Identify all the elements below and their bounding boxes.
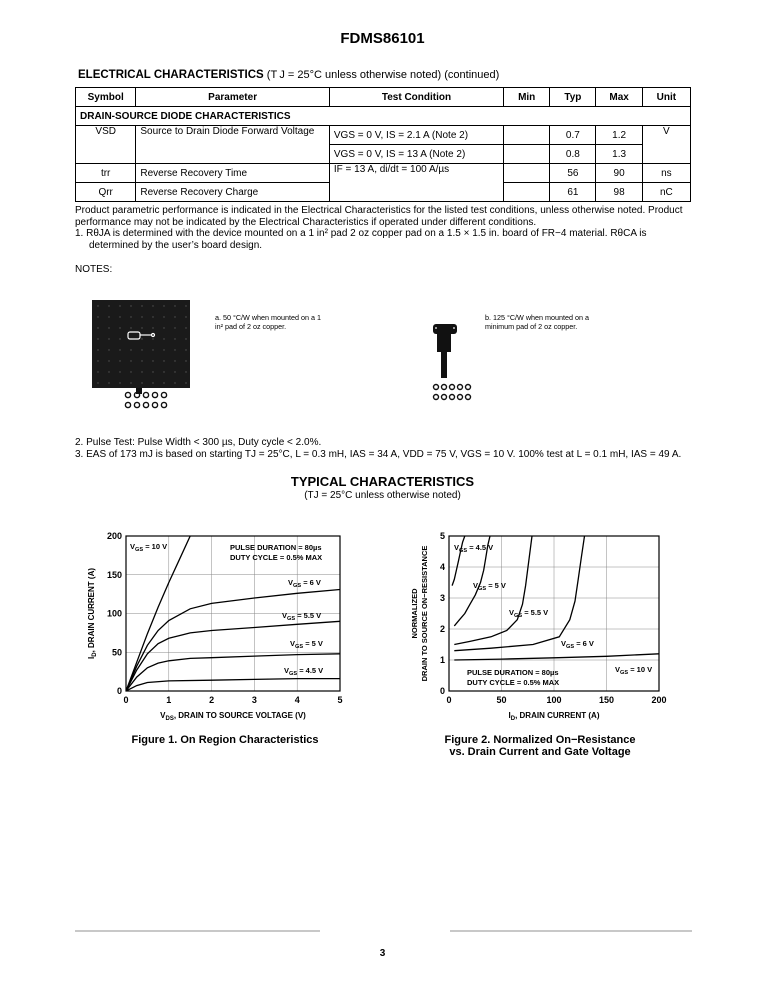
x-tick-label: 0 [446,695,452,705]
y-axis-label: $I_D$, DRAIN CURRENT (A) [87,567,98,660]
y-axis-label: DRAIN TO SOURCE ON−RESISTANCE [420,545,429,682]
grid-dot [185,327,186,328]
pad-trace [441,352,447,378]
cell-typ: 0.8 [550,145,596,164]
col-header: Test Condition [329,88,503,107]
via-hole [466,385,471,390]
via-holes [434,385,471,400]
grid-dot [97,305,98,306]
grid-dot [163,382,164,383]
grid-dot [141,360,142,361]
y-tick-label: 0 [116,686,122,696]
via-hole [434,395,439,400]
via-hole [434,385,439,390]
grid-dot [130,360,131,361]
grid-dot [119,382,120,383]
series-line [454,654,659,660]
grid-dot [119,316,120,317]
via-hole [450,395,455,400]
col-header: Symbol [76,88,136,107]
grid-dot [152,349,153,350]
via-hole [143,392,148,397]
via-hole [458,395,463,400]
grid-dot [163,327,164,328]
y-tick-label: 3 [439,593,445,603]
footer-rule-right [450,930,692,932]
cell-min [504,126,550,145]
grid-dot [141,382,142,383]
cell-min [504,164,550,183]
cell-unit: V [642,126,690,164]
chart-annotation: PULSE DURATION = 80µs [467,668,559,677]
grid-dot [119,305,120,306]
grid-dot [119,327,120,328]
grid-dot [185,316,186,317]
x-tick-label: 150 [598,695,615,705]
electrical-characteristics-title [78,69,499,81]
cell-symbol: Qrr [76,183,136,202]
col-header: Min [504,88,550,107]
via-hole [466,395,471,400]
via-hole [143,402,148,407]
chart-annotation: PULSE DURATION = 80µs [230,543,322,552]
cell-unit: ns [642,164,690,183]
series-label: $V_{GS} = 5.5$ V [509,608,549,619]
series-label: $V_{GS} = 6$ V [288,578,321,589]
grid-dot [130,382,131,383]
caption-b: b. 125 °C/W when mounted on a minimum pad of 2 oz copper. [485,313,589,331]
via-hole [161,392,166,397]
via-hole [450,385,455,390]
grid-dot [108,382,109,383]
grid-dot [163,371,164,372]
table-header-row [76,88,691,107]
grid-dot [185,382,186,383]
x-tick-label: 0 [123,695,129,705]
series-label: $V_{GS} = 10$ V [130,542,168,553]
x-tick-label: 2 [209,695,215,705]
grid-dot [141,349,142,350]
y-tick-label: 0 [439,686,445,696]
section-row [76,107,691,126]
cell-parameter: Source to Drain Diode Forward Voltage [136,126,330,164]
cell-condition: IF = 13 A, di/dt = 100 A/µs [329,164,503,202]
grid-dot [108,327,109,328]
grid-dot [141,371,142,372]
cell-unit: nC [642,183,690,202]
cell-condition: VGS = 0 V, IS = 13 A (Note 2) [329,145,503,164]
page-number: 3 [379,948,386,959]
series-line [126,679,340,691]
table-row [76,126,691,145]
series-label: $V_{GS} = 5$ V [473,581,506,592]
col-header: Typ [550,88,596,107]
grid-dot [152,316,153,317]
cell-parameter: Reverse Recovery Charge [136,183,330,202]
cell-min [504,183,550,202]
cell-max: 1.3 [596,145,642,164]
copper-pad [92,300,190,388]
cell-min [504,145,550,164]
y-tick-label: 100 [106,608,122,619]
cell-parameter: Reverse Recovery Time [136,164,330,183]
via-hole [442,395,447,400]
grid-dot [152,327,153,328]
grid-dot [185,305,186,306]
grid-dot [174,360,175,361]
via-hole [125,402,130,407]
grid-dot [152,382,153,383]
drain-pad [437,334,451,352]
cell-symbol: trr [76,164,136,183]
typical-title: TYPICAL CHARACTERISTICS [290,474,475,489]
y-tick-label: 50 [111,647,122,658]
figure-2-caption-line-1: Figure 2. Normalized On−Resistance [444,734,636,746]
part-number: FDMS86101 [340,30,425,47]
series-label: $V_{GS} = 6$ V [561,639,594,650]
grid-dot [174,371,175,372]
col-header: Parameter [136,88,330,107]
x-tick-label: 3 [251,695,257,705]
grid-dot [152,338,153,339]
grid-dot [130,327,131,328]
grid-dot [97,371,98,372]
x-tick-label: 100 [546,695,562,705]
via-hole [152,402,157,407]
grid-dot [119,371,120,372]
chart-on-region [80,528,360,728]
grid-dot [185,338,186,339]
note-1: 1. RθJA is determined with the device mounted on a 1 in² pad 2 oz copper pad on a 1.5 × 1.5 in. board of FR−4 material. RθCA is determined by the user’s board design. [75,228,647,251]
cell-typ: 61 [550,183,596,202]
figure-2-caption-line-2: vs. Drain Current and Gate Voltage [449,746,631,758]
grid-dot [163,338,164,339]
via-hole [458,385,463,390]
grid-dot [174,305,175,306]
footer-rule-left [75,930,320,932]
series-line [454,536,584,651]
x-axis-label: $I_D$, DRAIN CURRENT (A) [508,711,600,722]
cell-typ: 56 [550,164,596,183]
y-tick-label: 200 [106,531,122,541]
grid-dot [185,360,186,361]
via-hole [161,402,166,407]
grid-dot [141,305,142,306]
grid-dot [108,316,109,317]
x-tick-label: 4 [294,695,300,705]
grid-dot [141,327,142,328]
grid-dot [119,349,120,350]
cell-max: 90 [596,164,642,183]
chart-on-resistance [405,528,685,728]
grid-dot [152,371,153,372]
via-hole [125,392,130,397]
grid-dot [97,316,98,317]
grid-dot [97,360,98,361]
grid-dot [108,338,109,339]
col-header: Unit [642,88,690,107]
grid-dot [152,360,153,361]
note-2: 2. Pulse Test: Pulse Width < 300 µs, Duty cycle < 2.0%. [75,437,322,448]
series-label: $V_{GS} = 4.5$ V [284,666,324,677]
via-hole [134,402,139,407]
series-label: $V_{GS} = 10$ V [615,665,653,676]
y-tick-label: 150 [106,569,122,580]
cell-symbol: VSD [76,126,136,164]
electrical-characteristics-table [75,87,691,202]
col-header: Max [596,88,642,107]
table-row [76,164,691,183]
series-label: $V_{GS} = 5$ V [290,639,323,650]
notes-label: NOTES: [75,264,113,275]
x-tick-label: 1 [166,695,172,705]
grid-dot [119,360,120,361]
grid-dot [174,338,175,339]
caption-a: a. 50 °C/W when mounted on a 1 in² pad of 2 oz copper. [215,313,321,331]
grid-dot [152,305,153,306]
grid-dot [163,349,164,350]
grid-dot [174,349,175,350]
typical-subtitle: (TJ = 25°C unless otherwise noted) [304,490,461,501]
grid-dot [130,305,131,306]
grid-dot [97,327,98,328]
grid-dot [130,349,131,350]
x-tick-label: 5 [337,695,343,705]
ec-title-text: ELECTRICAL CHARACTERISTICS [78,69,264,81]
y-tick-label: 4 [439,562,445,572]
series-line [126,621,340,691]
cell-max: 98 [596,183,642,202]
via-hole [152,392,157,397]
grid-dot [174,327,175,328]
grid-dot [174,316,175,317]
x-axis-label: $V_{DS}$, DRAIN TO SOURCE VOLTAGE (V) [160,711,306,722]
grid-dot [108,305,109,306]
footnote-paragraph: Product parametric performance is indicated in the Electrical Characteristics for the listed test conditions, unless otherwise noted. Product performance may not be indicated by the Electrical Characteristics if operated under different conditions. [75,205,683,228]
y-tick-label: 2 [439,624,445,634]
grid-dot [97,382,98,383]
section-title: DRAIN-SOURCE DIODE CHARACTERISTICS [76,107,691,126]
chart-annotation: DUTY CYCLE = 0.5% MAX [467,678,560,687]
x-tick-label: 200 [651,695,667,705]
chart-annotation: DUTY CYCLE = 0.5% MAX [230,553,323,562]
grid-dot [119,338,120,339]
grid-dot [163,360,164,361]
grid-dot [163,305,164,306]
x-tick-label: 50 [496,695,507,705]
note-3: 3. EAS of 173 mJ is based on starting TJ = 25°C, L = 0.3 mH, IAS = 34 A, VDD = 75 V, VGS = 10 V. 100% test at L = 0.1 mH, IAS = 49 A. [75,449,682,460]
via-holes [125,392,166,407]
grid-dot [141,316,142,317]
grid-dot [108,349,109,350]
grid-dot [141,338,142,339]
grid-dot [97,338,98,339]
y-tick-label: 1 [439,655,445,665]
y-axis-label: NORMALIZED [410,588,419,639]
grid-dot [97,349,98,350]
grid-dot [174,382,175,383]
grid-dot [130,371,131,372]
grid-dot [108,371,109,372]
ec-title-condition: (T J = 25°C unless otherwise noted) (continued) [266,69,500,81]
y-tick-label: 5 [439,531,445,541]
grid-dot [185,349,186,350]
grid-dot [130,316,131,317]
series-label: $V_{GS} = 4.5$ V [454,543,494,554]
grid-dot [108,360,109,361]
cell-condition: VGS = 0 V, IS = 2.1 A (Note 2) [329,126,503,145]
grid-dot [185,371,186,372]
series-label: $V_{GS} = 5.5$ V [282,611,322,622]
cell-max: 1.2 [596,126,642,145]
via-hole [442,385,447,390]
figure-2-caption [420,734,660,758]
pad-layout-b [410,318,490,408]
pad-layout-a [88,296,198,416]
grid-dot [163,316,164,317]
cell-typ: 0.7 [550,126,596,145]
figure-1-caption: Figure 1. On Region Characteristics [131,734,319,746]
